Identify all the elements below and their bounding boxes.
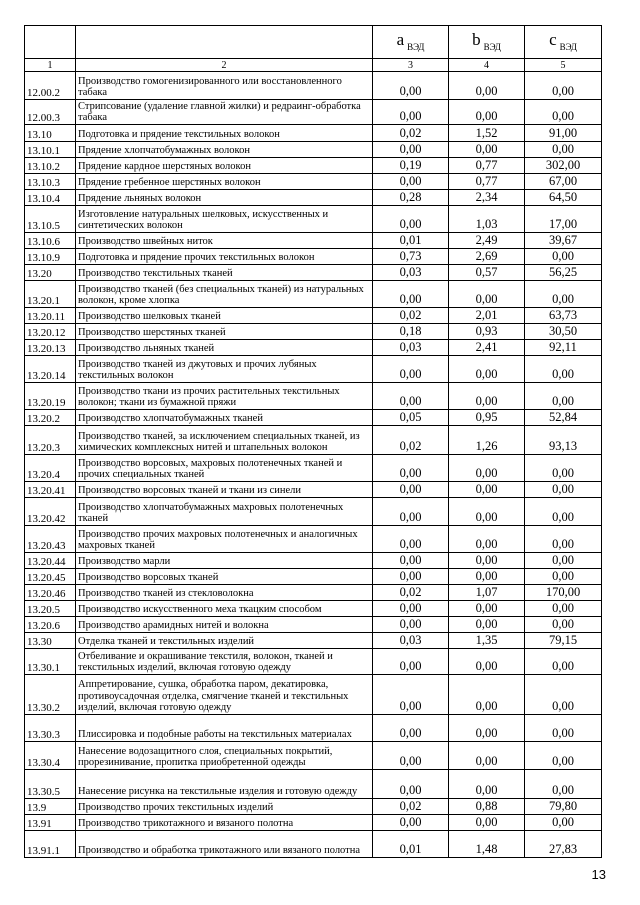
table-row [25, 233, 602, 249]
row-value-c: 0,00 [525, 815, 602, 831]
row-code: 13.20.1 [25, 281, 76, 308]
row-value-c: 0,00 [525, 281, 602, 308]
row-value-a: 0,05 [373, 410, 449, 426]
row-value-b: 0,00 [449, 715, 525, 742]
row-value-a: 0,03 [373, 340, 449, 356]
row-value-a: 0,00 [373, 383, 449, 410]
table-row [25, 281, 602, 308]
row-name: Производство хлопчатобумажных тканей [76, 410, 373, 426]
table-row [25, 426, 602, 455]
table-row [25, 715, 602, 742]
table-row [25, 142, 602, 158]
row-value-b: 2,41 [449, 340, 525, 356]
row-value-b: 0,88 [449, 799, 525, 815]
row-code: 13.20.3 [25, 426, 76, 455]
row-value-c: 63,73 [525, 308, 602, 324]
row-code: 13.10.3 [25, 174, 76, 190]
row-value-c: 0,00 [525, 675, 602, 715]
row-value-b: 0,00 [449, 815, 525, 831]
row-value-b: 0,00 [449, 742, 525, 770]
row-value-b: 1,07 [449, 585, 525, 601]
row-code: 13.20.2 [25, 410, 76, 426]
row-name: Производство прочих махровых полотенечных и аналогичных махровых тканей [76, 526, 373, 553]
table-row [25, 799, 602, 815]
table-row [25, 498, 602, 526]
row-value-c: 0,00 [525, 770, 602, 799]
row-value-a: 0,00 [373, 174, 449, 190]
header-empty-name [76, 26, 373, 59]
row-value-b: 0,95 [449, 410, 525, 426]
row-name: Нанесение водозащитного слоя, специальных покрытий, прорезинивание, пропитка приобретенной одежды [76, 742, 373, 770]
row-code: 13.30.3 [25, 715, 76, 742]
row-code: 12.00.2 [25, 72, 76, 100]
header-empty-code [25, 26, 76, 59]
table-row [25, 526, 602, 553]
table-row [25, 455, 602, 482]
row-value-a: 0,02 [373, 426, 449, 455]
row-code: 13.20.6 [25, 617, 76, 633]
row-name: Подготовка и прядение прочих текстильных волокон [76, 249, 373, 265]
row-name: Стрипсование (удаление главной жилки) и редраинг-обработка табака [76, 100, 373, 125]
row-value-c: 0,00 [525, 356, 602, 383]
row-value-b: 0,00 [449, 142, 525, 158]
row-value-c: 17,00 [525, 206, 602, 233]
table-row [25, 410, 602, 426]
row-code: 12.00.3 [25, 100, 76, 125]
row-value-b: 2,01 [449, 308, 525, 324]
table-row [25, 265, 602, 281]
row-code: 13.10.4 [25, 190, 76, 206]
row-value-b: 1,35 [449, 633, 525, 649]
row-name: Производство тканей из джутовых и прочих лубяных текстильных волокон [76, 356, 373, 383]
row-value-b: 0,00 [449, 649, 525, 675]
row-name: Производство арамидных нитей и волокна [76, 617, 373, 633]
row-code: 13.20.5 [25, 601, 76, 617]
table-row [25, 158, 602, 174]
table-body [25, 72, 602, 858]
row-code: 13.20.19 [25, 383, 76, 410]
row-name: Производство ткани из прочих растительных текстильных волокон; ткани из бумажной пряжи [76, 383, 373, 410]
row-name: Отбеливание и окрашивание текстиля, волокон, тканей и текстильных изделий, включая готовую одежду [76, 649, 373, 675]
row-value-b: 0,00 [449, 100, 525, 125]
row-name: Производство гомогенизированного или восстановленного табака [76, 72, 373, 100]
row-value-a: 0,00 [373, 482, 449, 498]
row-code: 13.20.42 [25, 498, 76, 526]
column-index-5: 5 [525, 59, 602, 72]
row-value-b: 0,93 [449, 324, 525, 340]
row-name: Производство льняных тканей [76, 340, 373, 356]
row-value-a: 0,00 [373, 675, 449, 715]
page-number: 13 [591, 867, 606, 882]
row-name: Нанесение рисунка на текстильные изделия и готовую одежду [76, 770, 373, 799]
row-value-a: 0,00 [373, 553, 449, 569]
row-value-c: 0,00 [525, 383, 602, 410]
table-row [25, 815, 602, 831]
row-value-c: 0,00 [525, 553, 602, 569]
row-code: 13.91 [25, 815, 76, 831]
row-value-b: 0,00 [449, 383, 525, 410]
row-value-a: 0,02 [373, 308, 449, 324]
row-value-b: 0,00 [449, 601, 525, 617]
row-value-b: 0,00 [449, 526, 525, 553]
table-row [25, 649, 602, 675]
row-value-b: 1,52 [449, 125, 525, 142]
row-value-b: 2,49 [449, 233, 525, 249]
row-value-a: 0,00 [373, 770, 449, 799]
row-value-b: 0,00 [449, 553, 525, 569]
row-name: Производство и обработка трикотажного или вязаного полотна [76, 831, 373, 858]
row-code: 13.30.1 [25, 649, 76, 675]
row-value-b: 0,00 [449, 482, 525, 498]
row-value-a: 0,00 [373, 569, 449, 585]
row-value-b: 0,00 [449, 356, 525, 383]
row-code: 13.30.4 [25, 742, 76, 770]
header-col-b-sub: ВЭД [483, 41, 501, 52]
row-value-c: 0,00 [525, 72, 602, 100]
row-code: 13.20.46 [25, 585, 76, 601]
row-value-a: 0,00 [373, 715, 449, 742]
row-code: 13.20.45 [25, 569, 76, 585]
row-name: Подготовка и прядение текстильных волокон [76, 125, 373, 142]
column-index-2: 2 [76, 59, 373, 72]
row-name: Аппретирование, сушка, обработка паром, декатировка, противоусадочная отделка, смягчение тканей и текстильных изделий, включая готовую одежду [76, 675, 373, 715]
row-value-c: 92,11 [525, 340, 602, 356]
table-row [25, 324, 602, 340]
row-name: Прядение льняных волокон [76, 190, 373, 206]
row-value-a: 0,73 [373, 249, 449, 265]
row-value-b: 2,69 [449, 249, 525, 265]
column-index-4: 4 [449, 59, 525, 72]
table-row [25, 617, 602, 633]
table-header [25, 26, 602, 72]
row-name: Производство шерстяных тканей [76, 324, 373, 340]
table-row [25, 190, 602, 206]
row-name: Производство ворсовых тканей [76, 569, 373, 585]
table-row [25, 356, 602, 383]
header-col-b-letter: b [472, 30, 481, 50]
table-row [25, 770, 602, 799]
row-value-c: 0,00 [525, 601, 602, 617]
row-value-b: 0,00 [449, 72, 525, 100]
row-value-a: 0,00 [373, 649, 449, 675]
row-code: 13.10.6 [25, 233, 76, 249]
row-code: 13.20 [25, 265, 76, 281]
row-code: 13.20.12 [25, 324, 76, 340]
row-name: Плиссировка и подобные работы на текстильных материалах [76, 715, 373, 742]
column-index-row [25, 59, 602, 72]
header-col-c-sub: ВЭД [559, 41, 577, 52]
row-value-a: 0,03 [373, 633, 449, 649]
row-value-b: 1,48 [449, 831, 525, 858]
column-index-1: 1 [25, 59, 76, 72]
row-code: 13.20.14 [25, 356, 76, 383]
row-value-b: 2,34 [449, 190, 525, 206]
table-row [25, 601, 602, 617]
row-value-a: 0,00 [373, 72, 449, 100]
row-value-a: 0,00 [373, 100, 449, 125]
row-code: 13.30.5 [25, 770, 76, 799]
row-code: 13.20.4 [25, 455, 76, 482]
table-row [25, 125, 602, 142]
row-value-a: 0,00 [373, 281, 449, 308]
row-name: Прядение кардное шерстяных волокон [76, 158, 373, 174]
row-value-c: 0,00 [525, 742, 602, 770]
row-code: 13.20.43 [25, 526, 76, 553]
row-name: Производство текстильных тканей [76, 265, 373, 281]
row-value-a: 0,00 [373, 617, 449, 633]
row-value-c: 79,80 [525, 799, 602, 815]
row-value-b: 0,77 [449, 174, 525, 190]
header-col-b [449, 26, 525, 59]
table-row [25, 174, 602, 190]
row-value-c: 0,00 [525, 649, 602, 675]
row-value-a: 0,18 [373, 324, 449, 340]
row-value-b: 0,00 [449, 281, 525, 308]
row-value-b: 0,00 [449, 569, 525, 585]
row-code: 13.10.5 [25, 206, 76, 233]
header-col-c-letter: c [549, 30, 557, 50]
row-name: Производство тканей, за исключением специальных тканей, из химических комплексных нитей и штапельных волокон [76, 426, 373, 455]
row-value-a: 0,28 [373, 190, 449, 206]
row-value-c: 0,00 [525, 569, 602, 585]
row-name: Прядение хлопчатобумажных волокон [76, 142, 373, 158]
header-col-a [373, 26, 449, 59]
row-value-a: 0,00 [373, 206, 449, 233]
header-col-a-sub: ВЭД [407, 41, 425, 52]
row-value-c: 0,00 [525, 498, 602, 526]
row-name: Отделка тканей и текстильных изделий [76, 633, 373, 649]
table-row [25, 100, 602, 125]
row-value-a: 0,00 [373, 142, 449, 158]
row-value-a: 0,01 [373, 831, 449, 858]
row-name: Производство хлопчатобумажных махровых полотенечных тканей [76, 498, 373, 526]
row-value-c: 39,67 [525, 233, 602, 249]
row-value-b: 0,77 [449, 158, 525, 174]
row-name: Производство ворсовых тканей и ткани из синели [76, 482, 373, 498]
row-value-b: 0,00 [449, 455, 525, 482]
row-value-a: 0,01 [373, 233, 449, 249]
table-row [25, 482, 602, 498]
row-value-c: 0,00 [525, 482, 602, 498]
row-name: Производство марли [76, 553, 373, 569]
table-row [25, 742, 602, 770]
row-name: Производство искусственного меха ткацким способом [76, 601, 373, 617]
header-col-a-letter: a [396, 30, 405, 50]
row-code: 13.10.2 [25, 158, 76, 174]
row-name: Производство тканей из стекловолокна [76, 585, 373, 601]
row-value-c: 56,25 [525, 265, 602, 281]
row-name: Производство трикотажного и вязаного полотна [76, 815, 373, 831]
row-value-a: 0,00 [373, 742, 449, 770]
row-value-c: 91,00 [525, 125, 602, 142]
row-name: Изготовление натуральных шелковых, искусственных и синтетических волокон [76, 206, 373, 233]
row-value-b: 1,26 [449, 426, 525, 455]
row-code: 13.20.13 [25, 340, 76, 356]
row-name: Производство прочих текстильных изделий [76, 799, 373, 815]
row-value-c: 0,00 [525, 142, 602, 158]
row-name: Производство швейных ниток [76, 233, 373, 249]
table-row [25, 831, 602, 858]
table-row [25, 633, 602, 649]
row-value-b: 0,00 [449, 675, 525, 715]
row-code: 13.10 [25, 125, 76, 142]
row-code: 13.20.11 [25, 308, 76, 324]
table-row [25, 383, 602, 410]
row-value-a: 0,02 [373, 125, 449, 142]
row-value-b: 0,00 [449, 498, 525, 526]
row-name: Производство шелковых тканей [76, 308, 373, 324]
table-row [25, 206, 602, 233]
row-value-c: 27,83 [525, 831, 602, 858]
table-row [25, 675, 602, 715]
row-value-c: 52,84 [525, 410, 602, 426]
table-row [25, 308, 602, 324]
row-value-c: 30,50 [525, 324, 602, 340]
row-code: 13.91.1 [25, 831, 76, 858]
column-index-3: 3 [373, 59, 449, 72]
row-value-c: 302,00 [525, 158, 602, 174]
coefficients-table [24, 25, 602, 858]
header-row [25, 26, 602, 59]
row-code: 13.10.9 [25, 249, 76, 265]
row-value-a: 0,02 [373, 799, 449, 815]
row-value-c: 0,00 [525, 715, 602, 742]
row-code: 13.30 [25, 633, 76, 649]
row-value-a: 0,00 [373, 815, 449, 831]
row-value-c: 64,50 [525, 190, 602, 206]
row-value-b: 0,00 [449, 617, 525, 633]
table-row [25, 340, 602, 356]
header-col-c [525, 26, 602, 59]
row-value-a: 0,00 [373, 455, 449, 482]
row-value-c: 93,13 [525, 426, 602, 455]
row-value-c: 0,00 [525, 526, 602, 553]
row-name: Производство ворсовых, махровых полотенечных тканей и прочих специальных тканей [76, 455, 373, 482]
row-value-c: 0,00 [525, 249, 602, 265]
row-value-a: 0,00 [373, 526, 449, 553]
row-value-a: 0,00 [373, 356, 449, 383]
row-value-b: 1,03 [449, 206, 525, 233]
row-value-c: 170,00 [525, 585, 602, 601]
row-value-a: 0,00 [373, 498, 449, 526]
row-value-c: 0,00 [525, 100, 602, 125]
row-code: 13.30.2 [25, 675, 76, 715]
row-value-a: 0,02 [373, 585, 449, 601]
row-value-c: 79,15 [525, 633, 602, 649]
row-code: 13.20.41 [25, 482, 76, 498]
row-code: 13.9 [25, 799, 76, 815]
row-value-b: 0,57 [449, 265, 525, 281]
table-row [25, 553, 602, 569]
row-value-a: 0,00 [373, 601, 449, 617]
row-name: Прядение гребенное шерстяных волокон [76, 174, 373, 190]
row-value-b: 0,00 [449, 770, 525, 799]
table-row [25, 249, 602, 265]
row-value-c: 0,00 [525, 617, 602, 633]
table-row [25, 585, 602, 601]
row-value-a: 0,03 [373, 265, 449, 281]
row-name: Производство тканей (без специальных тканей) из натуральных волокон, кроме хлопка [76, 281, 373, 308]
table-row [25, 569, 602, 585]
row-code: 13.10.1 [25, 142, 76, 158]
table-row [25, 72, 602, 100]
row-code: 13.20.44 [25, 553, 76, 569]
row-value-a: 0,19 [373, 158, 449, 174]
row-value-c: 0,00 [525, 455, 602, 482]
row-value-c: 67,00 [525, 174, 602, 190]
